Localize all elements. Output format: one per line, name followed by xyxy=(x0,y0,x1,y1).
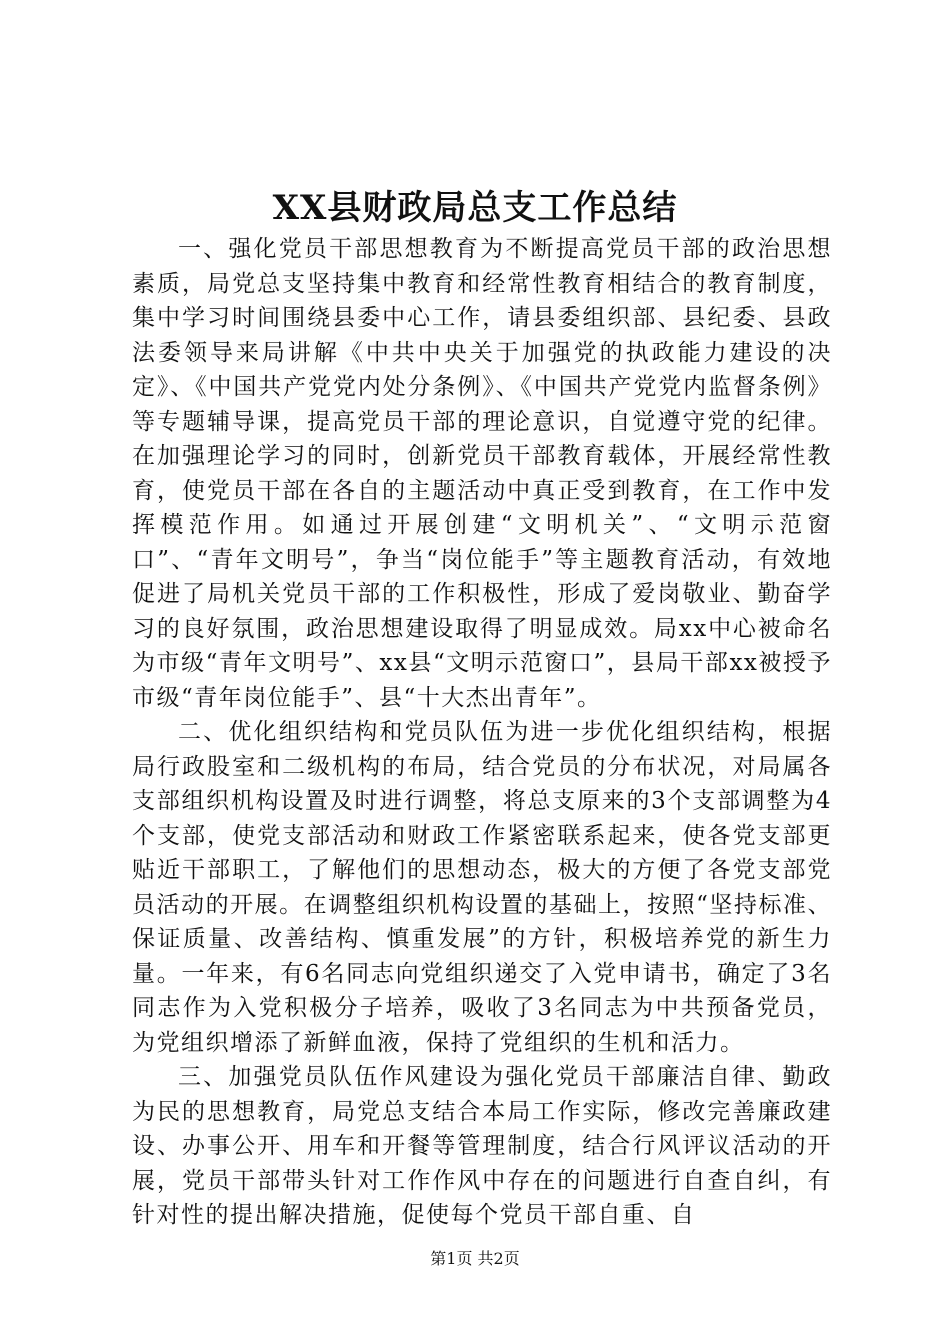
document-title: XX县财政局总支工作总结 xyxy=(272,188,678,228)
paragraph-1: 一、强化党员干部思想教育为不断提高党员干部的政治思想素质，局党总支坚持集中教育和经常性教育相结合的教育制度，集中学习时间围绕县委中心工作，请县委组织部、县纪委、县政法委领导来局讲解《中共中央关于加强党的执政能力建设的决定》、《中国共产党党内处分条例》、《中国共产党党内监督条例》等专题辅导课，提高党员干部的理论意识，自觉遵守党的纪律。在加强理论学习的同时，创新党员干部教育载体，开展经常性教育，使党员干部在各自的主题活动中真正受到教育，在工作中发挥模范作用。如通过开展创建“文明机关”、“文明示范窗口”、“青年文明号”，争当“岗位能手”等主题教育活动，有效地促进了局机关党员干部的工作积极性，形成了爱岗敬业、勤奋学习的良好氛围，政治思想建设取得了明显成效。局xx中心被命名为市级“青年文明号”、xx县“文明示范窗口”，县局干部xx被授予市级“青年岗位能手”、县“十大杰出青年”。 xyxy=(132,236,832,711)
paragraph-2: 二、优化组织结构和党员队伍为进一步优化组织结构，根据局行政股室和二级机构的布局，结合党员的分布状况，对局属各支部组织机构设置及时进行调整，将总支原来的3个支部调整为4个支部，使党支部活动和财政工作紧密联系起来，使各党支部更贴近干部职工，了解他们的思想动态，极大的方便了各党支部党员活动的开展。在调整组织机构设置的基础上，按照“坚持标准、保证质量、改善结构、慎重发展”的方针，积极培养党的新生力量。一年来，有6名同志向党组织递交了入党申请书，确定了3名同志作为入党积极分子培养，吸收了3名同志为中共预备党员，为党组织增添了新鲜血液，保持了党组织的生机和活力。 xyxy=(132,719,832,1056)
paragraph-3: 三、加强党员队伍作风建设为强化党员干部廉洁自律、勤政为民的思想教育，局党总支结合本局工作实际，修改完善廉政建设、办事公开、用车和开餐等管理制度，结合行风评议活动的开展，党员干部带头针对工作作风中存在的问题进行自查自纠，有针对性的提出解决措施，促使每个党员干部自重、自 xyxy=(132,1064,832,1228)
document-body xyxy=(132,232,832,1233)
page-number-footer: 第1页 共2页 xyxy=(430,1249,520,1268)
